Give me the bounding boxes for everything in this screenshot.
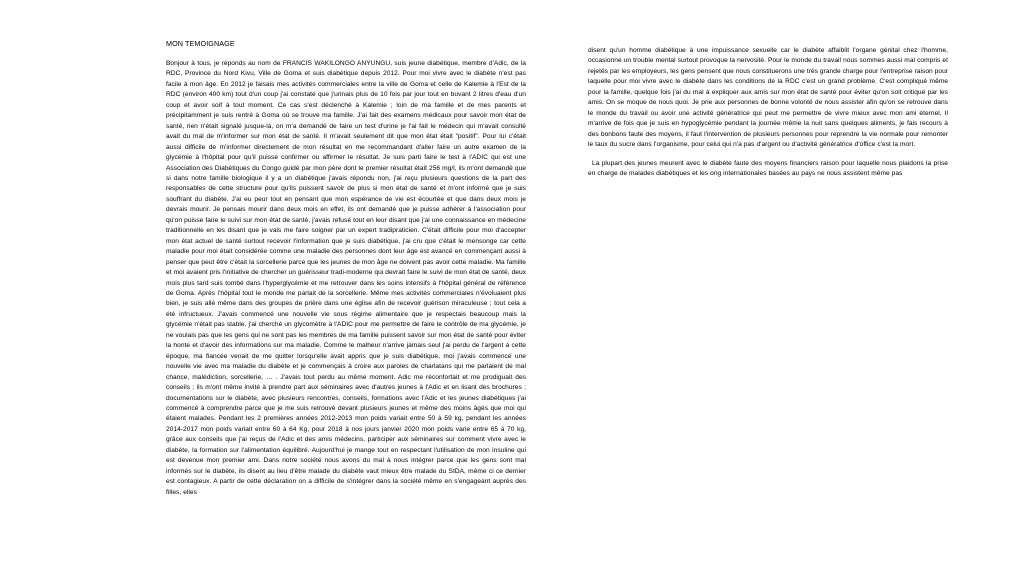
page-title: MON TEMOIGNAGE: [166, 39, 235, 48]
two-column-layout: [166, 38, 964, 498]
paragraph-right-1: disent qu'un homme diabétique à une impuissance sexuelle car le diabète affaiblit l'organe génital chez l'homme, occasionne un trouble mental surtout provoque la nervosité. Pour le monde du travail nous sommes aussi mal compris et rejetés par les employeurs, les gens pensent que nous constituerons une très grande charge pour l'entreprise raison pour laquelle pour moi vivre avec le diabète dans les conditions de la RDC c'est un grand problème. C'est compliqué même pour la famille, quelque fois j'ai du mal à expliquer aux amis sur mon état de santé pour éviter qu'on soit critiqué par les amis. On se moque de nous quoi. Je prie aux personnes de bonne volonté de nous assister afin qu'on se retrouve dans le monde du travail ou avoir une activité génératrice qui peut me permettre de vivre mieux avec mon ami éternel. Il m'arrive de fois que je suis en hypoglycémie pendant la journée même la nuit sans quelques aliments, je fais recours à des bonbons faute des moyens, il faut l'intervention de plusieurs personnes pour reprendre la vie normale pour remonter le taux du sucre dans l'organisme, pour celui qui n'a pas d'argent ou d'activité génératrice d'office c'est la mort.: [588, 47, 948, 149]
left-column: [166, 38, 526, 498]
paragraph-right-2: La plupart des jeunes meurent avec le diabète faute des moyens financiers raison pour laquelle nous plaidons la prise en charge de malades diabétiques et les ong internationales basées au pays ne nous assistent même pas: [588, 159, 948, 177]
right-column: [588, 38, 948, 179]
paragraph-left-1: Bonjour à tous, je réponds au nom de FRANCIS WAKILONGO ANYUNGU, suis jeune diabétique, membre d'Adic, de la RDC, Province du Nord Kivu, Ville de Goma et suis diabétique depuis 2012. Pour moi vivre avec le diabète n'est pas facile à mon âge. En 2012 je faisais mes activités commerciales entre la ville de Goma et celle de Kalemie à l'Est de la RDC (environ 400 km) tout d'un coup j'ai constaté que j'urinais plus de 10 fois par jour tout en buvant 2 litres d'eau d'un coup et avoir soif à tout moment. Ce cas s'est déclenché à Kalemie ; loin de ma famille et de mes parents et précipitamment je suis rentré à Goma où se trouve ma famille. J'ai fait des examens médicaux pour savoir mon état de santé, rien n'était signalé jusque-là, on m'a demandé de faire un test d'urine je l'ai fait le médecin qui m'avait consulté avait du mal de m'informer sur mon état de santé. Il m'avait seulement dit que mon état était "positif". Pour lui c'était aussi difficile de m'informer directement de mon résultat en me recommandant d'aller faire un autre examen de la glycémie à l'hôpital pour qu'il puisse confirmer ou affirmer le résultat. Je suis parti faire le test à l'ADIC qui est une Association des Diabétiques du Congo guidé par mon père dont le premier résultat était 256 mg/l, ils m'ont demandé que si dans notre famille biologique il y a un diabétique j'avais répondu non, j'ai reçu plusieurs questions de la part des responsables de cette structure pour qu'ils puissent savoir de plus si mon état de santé et m'ont informé que je suis souffrant du diabète. J'ai eu peur tout en pensant que mon espérance de vie est écourtée et que dans deux mois je devrais mourir. Je pensais mourir dans deux mois en effet, ils ont demandé que je puisse adhérer à l'association pour qu'on puisse faire le suivi sur mon état de santé, j'avais refusé tout en leur disant que j'ai une connaissance en médecine traditionnelle en les disant que je vais me faire soigner par un expert tradipraticien. C'était difficile pour moi d'accepter mon état actuel de santé surtout recevoir l'information que je suis diabétique, j'ai cru que c'était le mensonge car cette maladie pour moi était considérée comme une maladie des personnes dont leur âge est avancé en commençant aussi à penser que peut être c'était la sorcellerie parce que les jeunes de mon âge ne doivent pas avoir cette maladie. Ma famille et moi avaient pris l'initiative de chercher un guérisseur tradi-moderne qui devrait faire le suivi de mon état de santé, deux mois plus tard suis tombé dans l'hyperglycémie et me retrouver dans les soins intensifs à l'hôpital général de référence de Goma. Après l'hôpital tout le monde me parlait de la sorcellerie. Même mes activités commerciales n'évoluaient plus bien, je suis allé même dans des groupes de prière dans une église afin de recevoir guérison miraculeuse ; tout cela a été infructueux. J'avais commencé une nouvelle vie sous régime alimentaire que je respectais beaucoup mais la glycémie n'était pas stable, j'ai cherché un glycomètre à l'ADIC pour me permettre de faire le contrôle de ma glycémie, je ne voulais pas que les gens qui ne sont pas les membres de ma famille puissent savoir sur mon état de santé pour éviter la honte et d'avoir des informations sur ma maladie. Comme le malheur n'arrive jamais seul j'ai perdu de l'argent à cette époque, ma fiancée venait de me quitter lorsqu'elle avait appris que je suis diabétique, moi j'avais commencé une nouvelle vie avec ma maladie du diabète et je commençais à croire aux paroles de charlatans qui me parlaient de mal chance, malédiction, sorcellerie, … . J'avais tout perdu au même moment. Adic me réconfortait et me prodiguait des conseils ; ils m'ont même invité à prendre part aux séminaires avec d'autres jeunes à l'Adic et en lisant des brochures ; documentations sur le diabète, avec plusieurs rencontres, conseils, formations avec l'Adic et les jeunes diabétiques j'ai commencé à comprendre parce que je me suis retrouvé devant plusieurs jeunes et même des moins âgés que moi qui étaient malades. Pendant les 2 premières années 2012-2013 mon poids variait entre 50 à 59 kg, pendant les années 2014-2017 mon poids variait entre 60 à 64 Kg, pour 2018 à nos jours janvier 2020 mon poids varie entre 65 à 70 kg, grâce aux conseils que j'ai reçus de l'Adic et des amis médecins, participer aux séminaires sur comment vivre avec le diabète, la formation sur l'alimentation équilibré. Aujourd'hui je mange tout en respectant l'utilisation de mon insuline qui est devenue mon premier ami. Dans notre société nous avons du mal à nous intégrer parce que les gens sont mal informés sur le diabète, ils disent au lieu d'être malade du diabète vaut mieux être malade du SIDA, même ci ce dernier est contagieux. A partir de cette déclaration on a difficile de s'intégrer dans la société même en s'engageant auprès des filles, elles: [166, 60, 526, 496]
